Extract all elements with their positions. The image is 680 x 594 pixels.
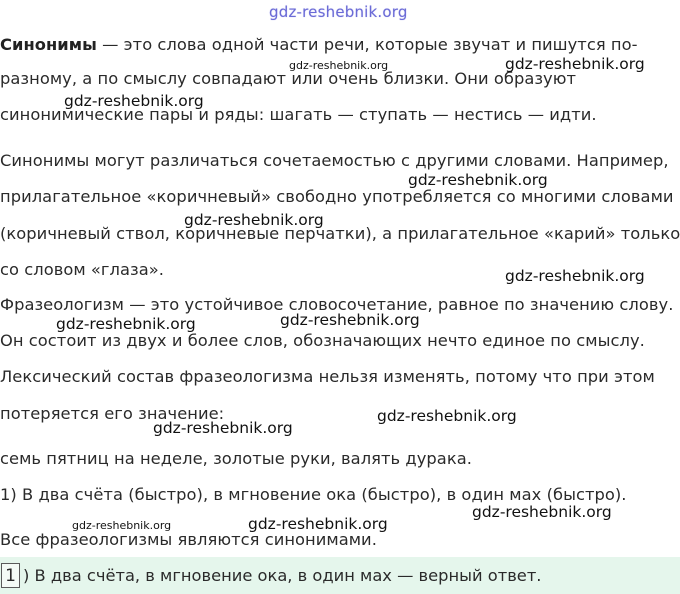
paragraph-synonyms-line-1 — [0, 35, 638, 55]
watermark: gdz-reshebnik.org — [408, 171, 548, 189]
paragraph-collocation-line-3: (коричневый ствол, коричневые перчатки), а прилагательное «карий» только — [0, 224, 680, 243]
paragraph-synonyms-line-3: синонимические пары и ряды: шагать — ступать — нестись — идти. — [0, 105, 597, 124]
paragraph-collocation-line-2: прилагательное «коричневый» свободно употребляется со многими словами — [0, 187, 674, 206]
watermark: gdz-reshebnik.org — [248, 515, 388, 533]
conclusion-text: Все фразеологизмы являются синонимами. — [0, 530, 377, 549]
paragraph-collocation-line-1: Синонимы могут различаться сочетаемостью с другими словами. Например, — [0, 151, 669, 170]
phraseologism-examples: семь пятниц на неделе, золотые руки, валять дурака. — [0, 449, 472, 468]
paragraph-phraseologism-line-1: Фразеологизм — это устойчивое словосочетание, равное по значению слову. — [0, 295, 674, 314]
watermark: gdz-reshebnik.org — [56, 315, 196, 333]
paragraph-phraseologism-line-4: потеряется его значение: — [0, 404, 225, 423]
paragraph-phraseologism-line-2: Он состоит из двух и более слов, обозначающих нечто единое по смыслу. — [0, 331, 645, 350]
definition-synonyms-text: — это слова одной части речи, которые звучат и пишутся по- — [96, 35, 638, 54]
watermark: gdz-reshebnik.org — [472, 503, 612, 521]
answer-text: ) В два счёта, в мгновение ока, в один мах — верный ответ. — [23, 566, 542, 585]
watermark: gdz-reshebnik.org — [289, 59, 389, 72]
paragraph-collocation-line-4: со словом «глаза». — [0, 260, 164, 279]
task-item-1: 1) В два счёта (быстро), в мгновение ока (быстро), в один мах (быстро). — [0, 485, 627, 504]
term-synonyms: Синонимы — [0, 35, 97, 54]
watermark: gdz-reshebnik.org — [280, 311, 420, 329]
watermark: gdz-reshebnik.org — [505, 55, 645, 73]
paragraph-synonyms-line-2: разному, а по смыслу совпадают или очень близки. Они образуют — [0, 69, 577, 88]
watermark: gdz-reshebnik.org — [64, 92, 204, 110]
paragraph-phraseologism-line-3: Лексический состав фразеологизма нельзя изменять, потому что при этом — [0, 367, 655, 386]
watermark: gdz-reshebnik.org — [153, 419, 293, 437]
watermark: gdz-reshebnik.org — [72, 519, 172, 532]
watermark-top: gdz-reshebnik.org — [269, 3, 408, 21]
watermark: gdz-reshebnik.org — [184, 211, 324, 229]
watermark: gdz-reshebnik.org — [505, 267, 645, 285]
watermark: gdz-reshebnik.org — [377, 407, 517, 425]
answer-number-box: 1 — [1, 563, 20, 588]
